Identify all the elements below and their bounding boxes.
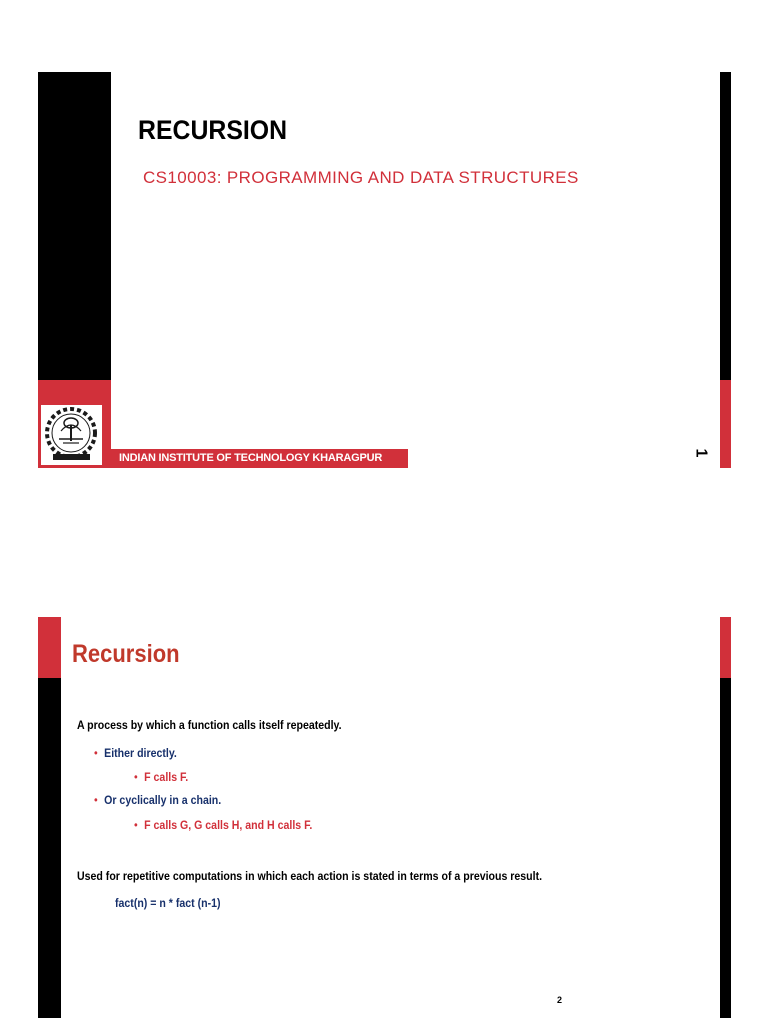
slide1-subtitle: CS10003: PROGRAMMING AND DATA STRUCTURES: [143, 168, 579, 187]
bullet-item: [94, 748, 177, 760]
bullet-text: Or cyclically in a chain.: [104, 795, 222, 807]
slide1-right-red-bar: [720, 380, 731, 468]
bullet-item: [94, 795, 221, 807]
sub-bullet-text: F calls F.: [144, 772, 189, 784]
iit-kharagpur-seal-icon: [41, 405, 102, 465]
slide1-title: RECURSION: [138, 115, 288, 145]
definition-text: A process by which a function calls itself repeatedly.: [77, 720, 342, 732]
sub-bullet-text: F calls G, G calls H, and H calls F.: [144, 820, 313, 832]
sub-bullet-item: [134, 772, 188, 784]
bullet-text: Either directly.: [104, 748, 177, 760]
institute-name: INDIAN INSTITUTE OF TECHNOLOGY KHARAGPUR: [119, 452, 383, 464]
slide2-left-bar: [38, 678, 61, 1018]
slide2-right-bar: [720, 678, 731, 1018]
bullet-icon: •: [94, 795, 98, 807]
slide2-right-red-bar: [720, 617, 731, 678]
bullet-icon: •: [94, 748, 98, 760]
slide1-right-bar: [720, 72, 731, 380]
slide2-left-red-bar: [38, 617, 61, 678]
bullet-icon: •: [134, 820, 138, 832]
formula-text: fact(n) = n * fact (n-1): [115, 898, 221, 910]
bullet-icon: •: [134, 772, 138, 784]
slide1-left-bar: [38, 72, 111, 380]
slide2-title: Recursion: [72, 640, 180, 668]
slide1-page-number: 1: [692, 448, 710, 458]
slide2-page-number: 2: [557, 995, 563, 1005]
usage-text: Used for repetitive computations in which each action is stated in terms of a previous result.: [77, 871, 543, 883]
sub-bullet-item: [134, 820, 312, 832]
